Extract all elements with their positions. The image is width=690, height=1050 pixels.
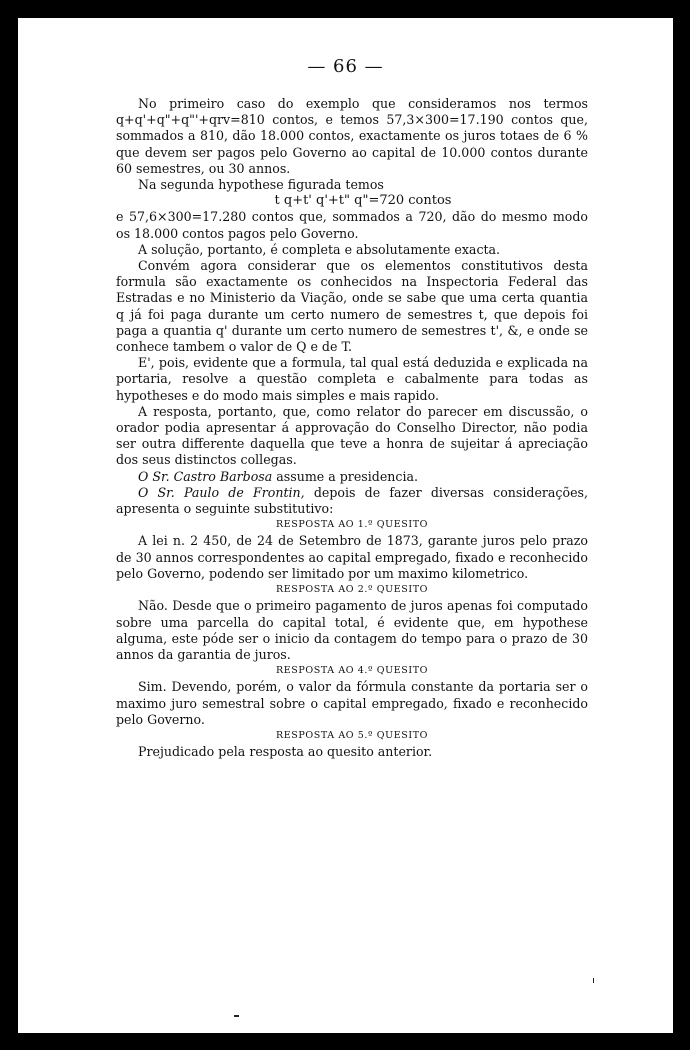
- paragraph-elements: Convém agora considerar que os elementos constitutivos desta formula são exactamente os conhecidos na Inspectoria Federal das Estradas e no Ministerio da Viação, onde se sabe que uma certa quantia q já foi paga durante um certo numero de semestres t, que depois foi paga a quantia q' durante um certo numero de semestres t', &, e onde se conhece tambem o valor de Q e de T.: [116, 258, 588, 355]
- ink-speck: [593, 978, 594, 983]
- section-text: Sim. Devendo, porém, o valor da fórmula constante da portaria ser o maximo juro semestral sobre o capital empregado, fixado e reconhecido pelo Governo.: [116, 679, 588, 727]
- answer-section: [116, 663, 588, 728]
- speaker-name: O Sr. Paulo de Frontin,: [138, 484, 305, 500]
- speaker-name: O Sr. Castro Barbosa: [138, 468, 273, 484]
- ink-speck: [234, 1015, 239, 1017]
- document-page: [18, 18, 673, 1033]
- paragraph-presidency: [116, 469, 588, 485]
- section-heading: RESPOSTA AO 4.º QUESITO: [275, 665, 429, 677]
- section-heading: RESPOSTA AO 5.º QUESITO: [275, 729, 429, 741]
- paragraph-second-hypothesis: Na segunda hypothese figurada temos: [138, 177, 384, 193]
- answer-section: [116, 582, 588, 663]
- page-number: — 66 —: [307, 56, 384, 77]
- section-text: A lei n. 2 450, de 24 de Setembro de 1873, garante juros pelo prazo de 30 annos correspondentes ao capital empregado, fixado e reconhecido pelo Governo, podendo ser limitado por um maximo kilometrico.: [116, 533, 588, 581]
- section-heading: RESPOSTA AO 2.º QUESITO: [275, 584, 429, 596]
- paragraph-evident: E', pois, evidente que a formula, tal qual está deduzida e explicada na portaria, resolve a questão completa e cabalmente para todas as hypotheses e do modo mais simples e mais rapido.: [116, 355, 588, 403]
- page-body: [116, 96, 588, 760]
- formula: t q+t' q'+t" q"=720 contos: [274, 193, 452, 209]
- paragraph-first-case: No primeiro caso do exemplo que consideramos nos termos q+q'+q"+q"'+qrv=810 contos, e temos 57,3×300=17.190 contos que, sommados a 810, dão 18.000 contos, exactamente os juros totaes de 6 % que devem ser pagos pelo Governo ao capital de 10.000 contos durante 60 semestres, ou 30 annos.: [116, 96, 588, 176]
- answer-section: [116, 517, 588, 582]
- paragraph-answer: A resposta, portanto, que, como relator do parecer em discussão, o orador podia apresentar á approvação do Conselho Director, não podia ser outra differente daquella que teve a honra de sujeitar á apreciação dos seus distinctos collegas.: [116, 403, 588, 468]
- paragraph-solution: A solução, portanto, é completa e absolutamente exacta.: [138, 241, 501, 257]
- answer-section: [116, 728, 588, 760]
- section-text: Não. Desde que o primeiro pagamento de juros apenas foi computado sobre uma parcella do capital total, é evidente que, em hypothese alguma, este póde ser o inicio da contagem do tempo para o prazo de 30 annos da garantia de juros.: [116, 598, 588, 662]
- paragraph-substitutive: [116, 485, 588, 517]
- section-text: Prejudicado pela resposta ao quesito anterior.: [138, 744, 433, 760]
- paragraph-result: e 57,6×300=17.280 contos que, sommados a 720, dão do mesmo modo os 18.000 contos pagos pelo Governo.: [116, 209, 588, 241]
- speaker-action: assume a presidencia.: [272, 468, 418, 484]
- speaker-action: depois de fazer diversas considerações, apresenta o seguinte substitutivo:: [116, 484, 588, 517]
- section-heading: RESPOSTA AO 1.º QUESITO: [275, 519, 429, 531]
